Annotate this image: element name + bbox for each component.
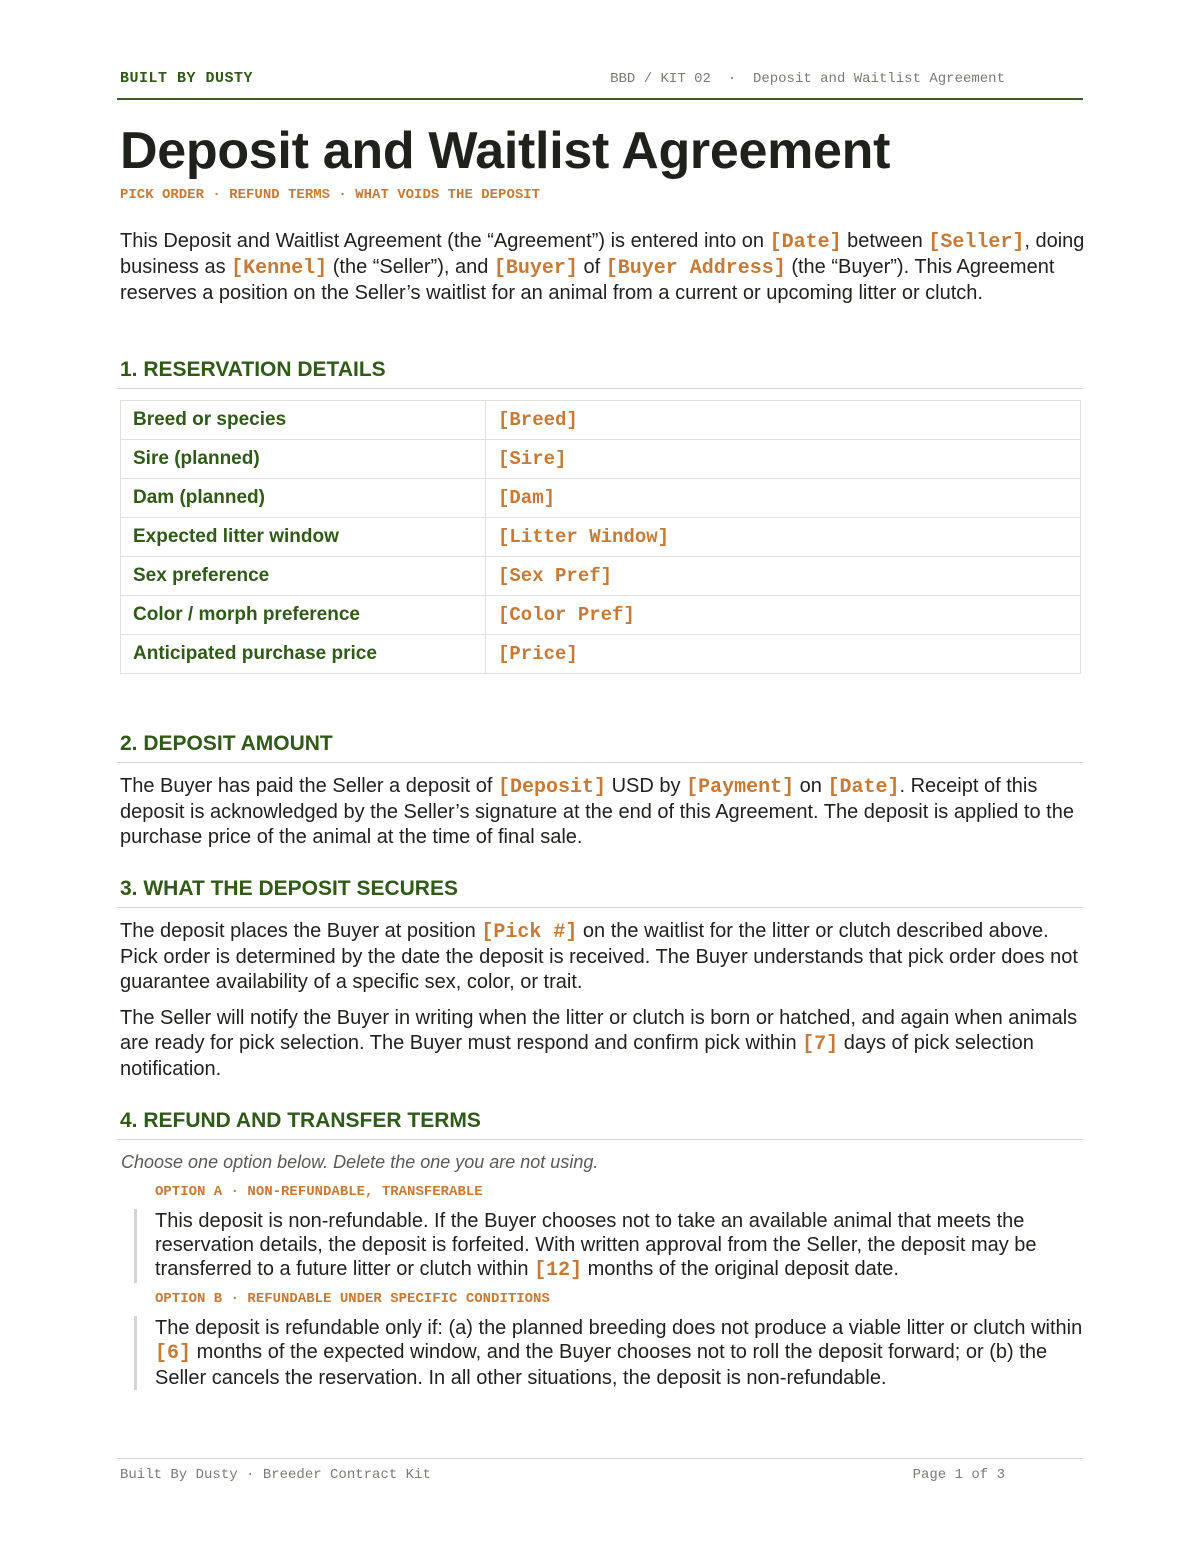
intro-text: , doing business as bbox=[120, 230, 1085, 278]
row-label: Dam (planned) bbox=[121, 479, 486, 518]
section-heading-secures bbox=[117, 877, 1083, 908]
row-value: [Sex Pref] bbox=[486, 557, 1081, 596]
footer-kit-name: Built By Dusty · Breeder Contract Kit bbox=[120, 1467, 431, 1483]
row-value: [Color Pref] bbox=[486, 596, 1081, 635]
intro-text: of bbox=[577, 256, 606, 278]
body-text: The deposit places the Buyer at position bbox=[120, 920, 482, 942]
table-row bbox=[121, 596, 1081, 635]
section-heading-text: 4. REFUND AND TRANSFER TERMS bbox=[120, 1109, 481, 1132]
body-text: The Buyer has paid the Seller a deposit of bbox=[120, 775, 499, 797]
placeholder-deposit: [Deposit] bbox=[498, 776, 607, 799]
row-label: Color / morph preference bbox=[121, 596, 486, 635]
table-row bbox=[121, 518, 1081, 557]
intro-text: between bbox=[841, 230, 929, 252]
intro-text: This Deposit and Waitlist Agreement (the “Agreement”) is entered into on bbox=[120, 230, 770, 252]
row-label: Sire (planned) bbox=[121, 440, 486, 479]
row-label: Breed or species bbox=[121, 401, 486, 440]
section-heading-reservation bbox=[117, 358, 1083, 389]
body-text: . Receipt of this deposit is acknowledged by the Seller’s signature at the end of this Agreement. The deposit is applied to the purchase price of the animal at the time of final sale. bbox=[120, 775, 1074, 848]
intro-paragraph bbox=[120, 229, 1085, 306]
placeholder-months: [12] bbox=[534, 1259, 583, 1282]
brand-name: BUILT BY DUSTY bbox=[120, 70, 254, 87]
placeholder-date: [Date] bbox=[827, 776, 900, 799]
row-value: [Litter Window] bbox=[486, 518, 1081, 557]
section-heading-text: 1. RESERVATION DETAILS bbox=[120, 358, 386, 381]
row-value: [Dam] bbox=[486, 479, 1081, 518]
option-b-body bbox=[134, 1316, 1095, 1390]
body-text: The deposit is refundable only if: (a) the planned breeding does not produce a viable litter or clutch within bbox=[155, 1317, 1083, 1339]
placeholder-seller: [Seller] bbox=[928, 231, 1025, 254]
running-footer bbox=[117, 1458, 1083, 1483]
section-heading-deposit bbox=[117, 732, 1083, 763]
body-text: days of pick selection notification. bbox=[120, 1032, 1034, 1080]
row-value: [Sire] bbox=[486, 440, 1081, 479]
intro-text: (the “Seller”), and bbox=[327, 256, 494, 278]
secures-paragraph-2 bbox=[120, 1006, 1085, 1082]
placeholder-payment: [Payment] bbox=[686, 776, 795, 799]
table-row bbox=[121, 557, 1081, 596]
placeholder-kennel: [Kennel] bbox=[231, 257, 328, 280]
section-heading-text: 2. DEPOSIT AMOUNT bbox=[120, 732, 333, 755]
deposit-paragraph bbox=[120, 774, 1085, 850]
row-label: Anticipated purchase price bbox=[121, 635, 486, 674]
body-text: The Seller will notify the Buyer in writing when the litter or clutch is born or hatched, and again when animals are ready for pick selection. The Buyer must respond and confirm pick within bbox=[120, 1007, 1078, 1054]
row-value: [Price] bbox=[486, 635, 1081, 674]
placeholder-date: [Date] bbox=[769, 231, 842, 254]
instruction-note: Choose one option below. Delete the one you are not using. bbox=[121, 1152, 599, 1172]
option-b-label: OPTION B · REFUNDABLE UNDER SPECIFIC CONDITIONS bbox=[155, 1291, 550, 1307]
placeholder-months: [6] bbox=[155, 1342, 192, 1365]
row-label: Expected litter window bbox=[121, 518, 486, 557]
body-text: months of the original deposit date. bbox=[582, 1258, 899, 1280]
reservation-table bbox=[120, 400, 1081, 674]
table-row bbox=[121, 401, 1081, 440]
row-value: [Breed] bbox=[486, 401, 1081, 440]
body-text: USD by bbox=[606, 775, 687, 797]
body-text: on bbox=[794, 775, 828, 797]
page-number: Page 1 of 3 bbox=[912, 1467, 1005, 1483]
page-title: Deposit and Waitlist Agreement bbox=[120, 122, 891, 180]
option-a-label: OPTION A · NON-REFUNDABLE, TRANSFERABLE bbox=[155, 1184, 483, 1200]
placeholder-buyer-address: [Buyer Address] bbox=[605, 257, 786, 280]
section-heading-text: 3. WHAT THE DEPOSIT SECURES bbox=[120, 877, 458, 900]
row-label: Sex preference bbox=[121, 557, 486, 596]
intro-text: (the “Buyer”). This Agreement reserves a position on the Seller’s waitlist for an animal from a current or upcoming litter or clutch. bbox=[120, 256, 1055, 304]
table-row bbox=[121, 635, 1081, 674]
table-row bbox=[121, 479, 1081, 518]
document-meta: BBD / KIT 02 · Deposit and Waitlist Agreement bbox=[610, 71, 1005, 87]
placeholder-pick: [Pick #] bbox=[481, 921, 578, 944]
body-text: months of the expected window, and the Buyer chooses not to roll the deposit forward; or (b) the Seller cancels the reservation. In all other situations, the deposit is non-refundable. bbox=[155, 1341, 1048, 1389]
section-heading-refund bbox=[117, 1109, 1083, 1140]
table-row bbox=[121, 440, 1081, 479]
placeholder-days: [7] bbox=[802, 1033, 839, 1056]
option-a-body bbox=[134, 1209, 1095, 1283]
running-header bbox=[117, 70, 1083, 100]
body-text: on the waitlist for the litter or clutch described above. Pick order is determined by the date the deposit is received. The Buyer understands that pick order does not guarantee availability of a specific sex, color, or trait. bbox=[120, 920, 1078, 993]
page-subtitle: PICK ORDER · REFUND TERMS · WHAT VOIDS THE DEPOSIT bbox=[120, 187, 541, 203]
placeholder-buyer: [Buyer] bbox=[493, 257, 578, 280]
body-text: This deposit is non-refundable. If the Buyer chooses not to take an available animal that meets the reservation details, the deposit is forfeited. With written approval from the Seller, the deposit may be transferred to a future litter or clutch within bbox=[155, 1210, 1037, 1280]
secures-paragraph-1 bbox=[120, 919, 1085, 995]
